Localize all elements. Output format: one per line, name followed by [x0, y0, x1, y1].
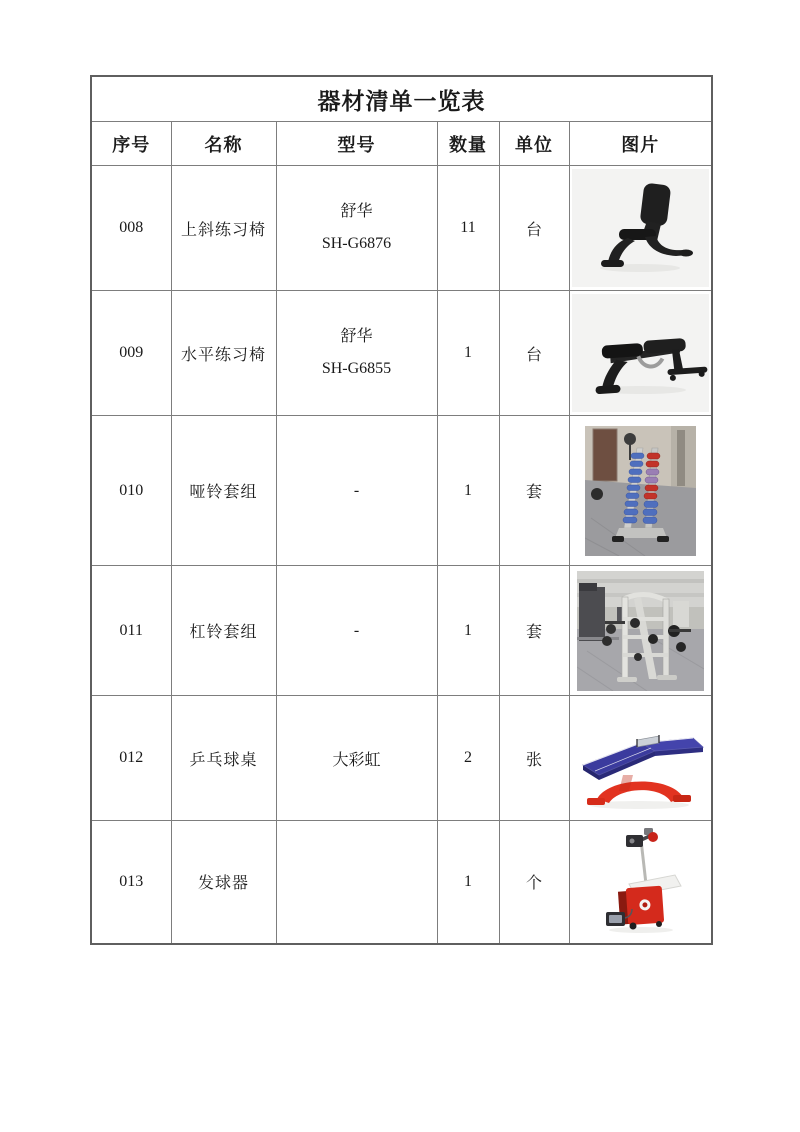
model-cell: -: [276, 416, 437, 566]
quantity-cell: 1: [437, 821, 499, 944]
page-title: 器材清单一览表: [91, 76, 712, 122]
serial-cell: 012: [91, 696, 171, 821]
column-header-unit: 单位: [499, 122, 569, 166]
flat-training-bench-photo: [572, 294, 709, 412]
serial-cell: 008: [91, 166, 171, 291]
incline-training-chair-photo: [572, 169, 709, 287]
model-cell: -: [276, 566, 437, 696]
name-cell: 杠铃套组: [171, 566, 276, 696]
model-cell: [276, 291, 437, 416]
quantity-cell: 2: [437, 696, 499, 821]
column-header-serial: 序号: [91, 122, 171, 166]
serial-cell: 009: [91, 291, 171, 416]
name-cell: 发球器: [171, 821, 276, 944]
model-brand: 舒华: [340, 203, 373, 220]
model-cell: 大彩虹: [276, 696, 437, 821]
table-row: [91, 291, 712, 416]
column-header-model: 型号: [276, 122, 437, 166]
table-row: [91, 696, 712, 821]
image-cell: [569, 821, 712, 944]
ball-serving-machine-photo: [585, 826, 695, 938]
table-title-row: [91, 76, 712, 122]
image-cell: [569, 291, 712, 416]
table-header-row: [91, 122, 712, 166]
image-cell: [569, 416, 712, 566]
model-cell: [276, 821, 437, 944]
unit-cell: 套: [499, 566, 569, 696]
dumbbell-rack-photo: [585, 426, 696, 556]
name-cell: 乒乓球桌: [171, 696, 276, 821]
model-number: SH-G6855: [321, 360, 392, 377]
model-number: SH-G6876: [321, 235, 392, 252]
name-cell: 哑铃套组: [171, 416, 276, 566]
name-cell: 上斜练习椅: [171, 166, 276, 291]
unit-cell: 套: [499, 416, 569, 566]
table-row: [91, 821, 712, 944]
equipment-list-table: [90, 75, 713, 945]
quantity-cell: 11: [437, 166, 499, 291]
column-header-image: 图片: [569, 122, 712, 166]
column-header-quantity: 数量: [437, 122, 499, 166]
table-row: [91, 166, 712, 291]
table-row: [91, 566, 712, 696]
quantity-cell: 1: [437, 291, 499, 416]
serial-cell: 013: [91, 821, 171, 944]
quantity-cell: 1: [437, 566, 499, 696]
image-cell: [569, 696, 712, 821]
unit-cell: 个: [499, 821, 569, 944]
image-cell: [569, 566, 712, 696]
quantity-cell: 1: [437, 416, 499, 566]
name-cell: 水平练习椅: [171, 291, 276, 416]
model-brand: 舒华: [340, 328, 373, 345]
unit-cell: 张: [499, 696, 569, 821]
table-row: [91, 416, 712, 566]
unit-cell: 台: [499, 166, 569, 291]
unit-cell: 台: [499, 291, 569, 416]
image-cell: [569, 166, 712, 291]
barbell-rack-photo: [577, 571, 704, 691]
serial-cell: 010: [91, 416, 171, 566]
serial-cell: 011: [91, 566, 171, 696]
column-header-name: 名称: [171, 122, 276, 166]
table-tennis-table-photo: [573, 703, 707, 813]
model-cell: [276, 166, 437, 291]
